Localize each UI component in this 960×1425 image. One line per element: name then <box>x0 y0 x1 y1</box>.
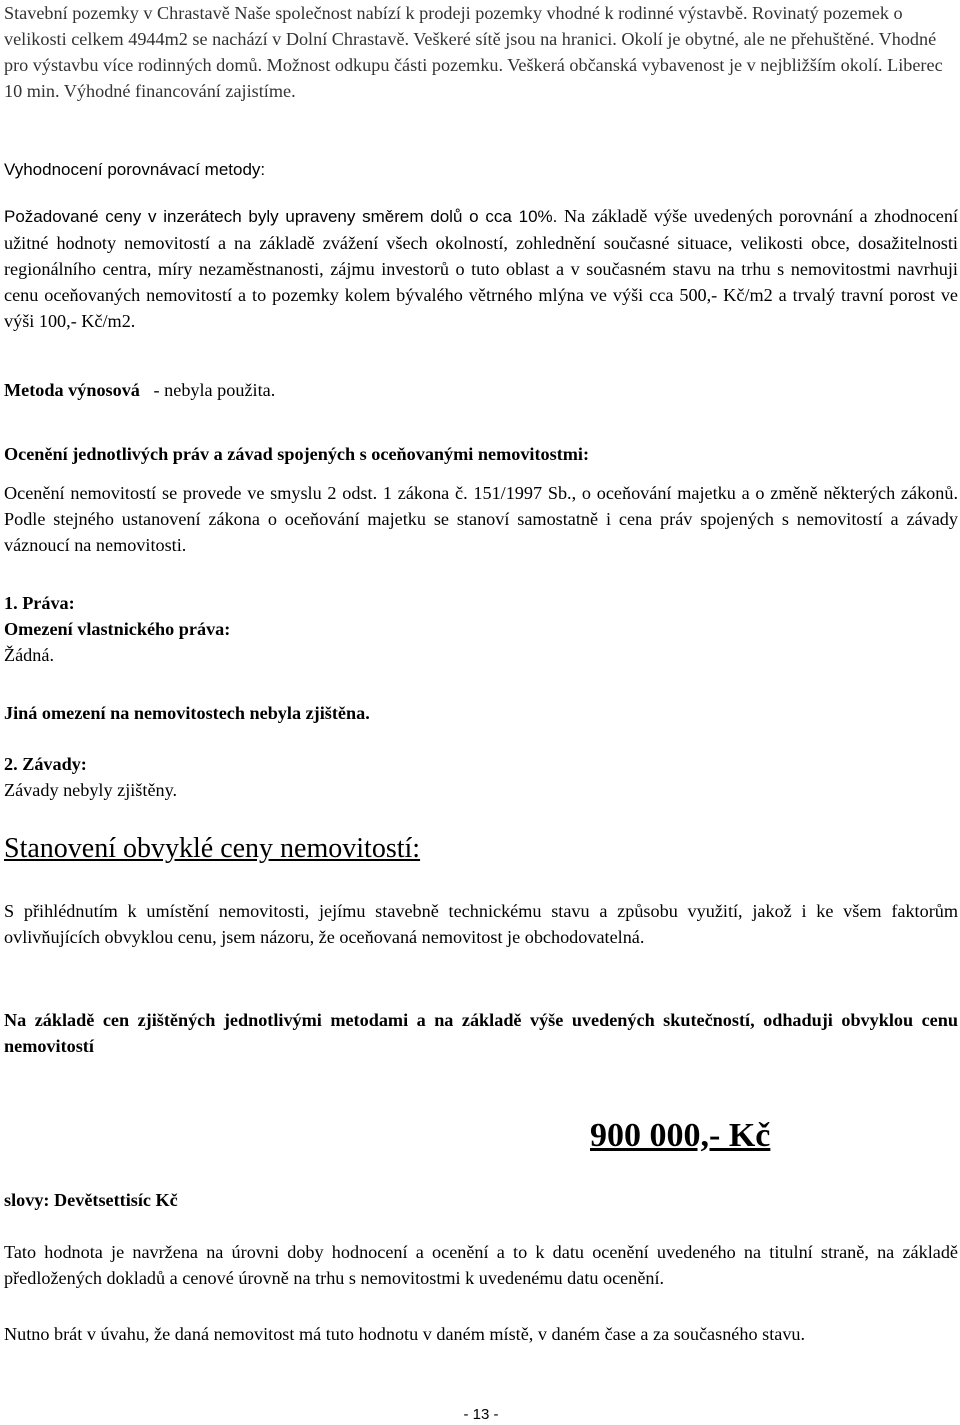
comparison-paragraph <box>4 203 958 334</box>
yield-method-label: Metoda výnosová <box>4 380 140 400</box>
market-value-text: S přihlédnutím k umístění nemovitosti, jejímu stavebně technickému stavu a způsobu využití, jakož i ke všem faktorům ovlivňujících obvyklou cenu, jsem názoru, že oceňovaná nemovitost je obchodovatelná. <box>4 901 958 947</box>
closing-paragraph-2: Nutno brát v úvahu, že daná nemovitost má tuto hodnotu v daném místě, v daném čase a za současného stavu. <box>4 1324 806 1344</box>
rights-section-heading: Ocenění jednotlivých práv a závad spojených s oceňovanými nemovitostmi: <box>4 444 590 464</box>
ownership-restriction-value: Žádná. <box>4 645 54 665</box>
closing-paragraph-1: Tato hodnota je navržena na úrovni doby hodnocení a ocenění a to k datu ocenění uvedeného na titulní straně, na základě předložených dokladů a cenové úrovně na trhu s nemovitostmi k uvedenému datu ocenění. <box>4 1242 958 1288</box>
rights-heading: 1. Práva: <box>4 593 75 613</box>
intro-paragraph: Stavební pozemky v Chrastavě Naše společnost nabízí k prodeji pozemky vhodné k rodinné výstavbě. Rovinatý pozemek o velikosti celkem 4944m2 se nachází v Dolní Chrastavě. Veškeré sítě jsou na hranici. Okolí je obytné, ale ne přehuštěné. Vhodné pro výstavbu více rodinných domů. Možnost odkupu části pozemku. Veškerá občanská vybavenost je v nejbližším okolí. Liberec 10 min. Výhodné financování zajistíme. <box>4 3 943 101</box>
yield-method-text: - nebyla použita. <box>153 380 276 400</box>
comparison-lead: Požadované ceny v inzerátech byly upraveny směrem dolů o cca 10%. <box>4 207 558 226</box>
price-in-words: slovy: Devětsettisíc Kč <box>4 1190 178 1210</box>
defects-heading: 2. Závady: <box>4 754 87 774</box>
other-restrictions: Jiná omezení na nemovitostech nebyla zjištěna. <box>4 703 370 723</box>
market-value-conclusion: Na základě cen zjištěných jednotlivými metodami a na základě výše uvedených skutečností, odhaduji obvyklou cenu nemovitostí <box>4 1010 958 1056</box>
market-value-heading: Stanovení obvyklé ceny nemovitostí: <box>4 833 421 864</box>
comparison-heading: Vyhodnocení porovnávací metody: <box>4 160 266 179</box>
yield-method-line <box>4 377 958 403</box>
comparison-rest: Na základě výše uvedených porovnání a zhodnocení užitné hodnoty nemovitostí a na základě zvážení všech okolností, zohlednění současné situace, velikosti obce, dosažitelnosti regionálního centra, míry nezaměstnanosti, zájmu investorů o tuto oblast a v současném stavu na trhu s nemovitostmi navrhuji cenu oceňovaných nemovitostí a to pozemky kolem bývalého větrného mlýna ve výši cca 500,- Kč/m2 a trvalý travní porost ve výši 100,- Kč/m2. <box>4 206 958 331</box>
ownership-restriction-heading: Omezení vlastnického práva: <box>4 619 231 639</box>
defects-value: Závady nebyly zjištěny. <box>4 780 178 800</box>
estimated-price: 900 000,- Kč <box>590 1117 771 1154</box>
rights-section-text: Ocenění nemovitostí se provede ve smyslu 2 odst. 1 zákona č. 151/1997 Sb., o oceňování majetku a o změně některých zákonů. Podle stejného ustanovení zákona o oceňování majetku se stanoví samostatně i cena práv spojených s nemovitostí a závady váznoucí na nemovitosti. <box>4 483 958 555</box>
page-number: - 13 - <box>463 1406 499 1423</box>
